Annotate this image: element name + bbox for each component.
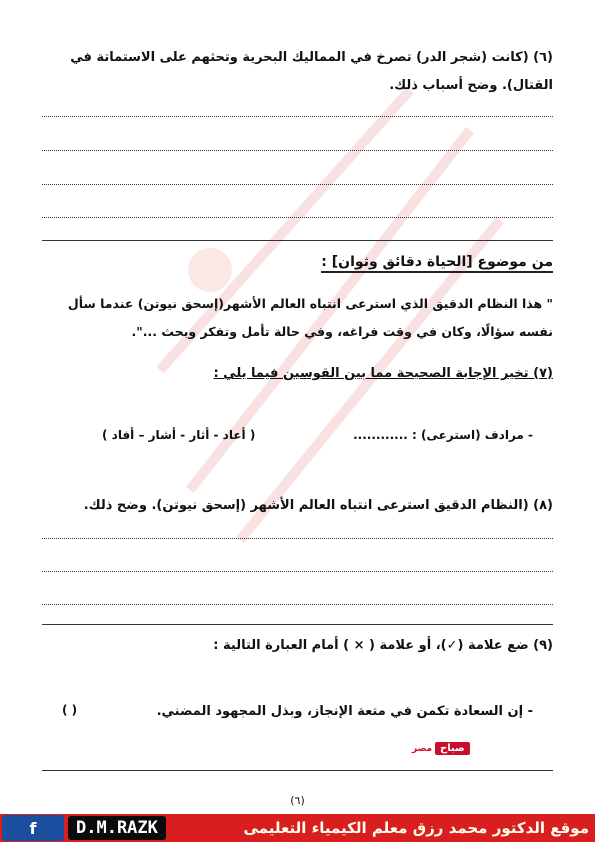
options-list: ( أعاد - أثار - أشار – أفاد ) — [102, 428, 256, 442]
question-9: (٩) ضع علامة (✓)، أو علامة ( × ) أمام العبارة التالية : — [213, 638, 553, 653]
true-false-statement: - إن السعادة تكمن في متعة الإنجاز، وبذل المجهود المضني. — [156, 704, 533, 719]
facebook-icon[interactable]: f — [2, 815, 64, 841]
question-7: (٧) تخير الإجابة الصحيحة مما بين القوسين فيما يلي : — [213, 366, 553, 381]
section-heading: من موضوع [الحياة دقائق وثوان] : — [321, 254, 553, 273]
question-8: (٨) (النظام الدقيق استرعى انتباه العالم الأشهر (إسحق نيوتن). وضح ذلك. — [83, 498, 553, 513]
quote-paragraph: " هذا النظام الدقيق الذي استرعى انتباه العالم الأشهر(إسحق نيوتن) عندما سأل نفسه سؤالًا، وكان في وقت فراغه، وفي حالة تأمل وتفكر وبحث ...". — [67, 296, 553, 339]
footer-banner — [0, 814, 595, 842]
answer-line — [42, 571, 553, 572]
question-6: (٦) (كانت (شجر الدر) تصرخ في المماليك البحرية وتحثهم على الاستماتة في القتال). وضح أسباب ذلك. — [70, 50, 553, 93]
page-number: (٦) — [290, 794, 305, 807]
brand-suffix: مصر — [412, 744, 433, 754]
synonym-item: - مرادف (استرعى) : ............ — [353, 428, 533, 442]
answer-line — [42, 184, 553, 185]
answer-line — [42, 116, 553, 117]
footer-divider — [42, 770, 553, 771]
section-divider — [42, 240, 553, 241]
footer-site-title: موقع الدكتور محمد رزق معلم الكيمياء التعليمى — [243, 819, 589, 837]
section-divider — [42, 624, 553, 625]
answer-brackets[interactable]: ( ) — [62, 703, 78, 717]
site-logo: D.M.RAZK — [68, 816, 166, 840]
brand-logo: صباح — [435, 742, 470, 755]
answer-line — [42, 217, 553, 218]
answer-line — [42, 538, 553, 539]
answer-line — [42, 150, 553, 151]
answer-line — [42, 604, 553, 605]
